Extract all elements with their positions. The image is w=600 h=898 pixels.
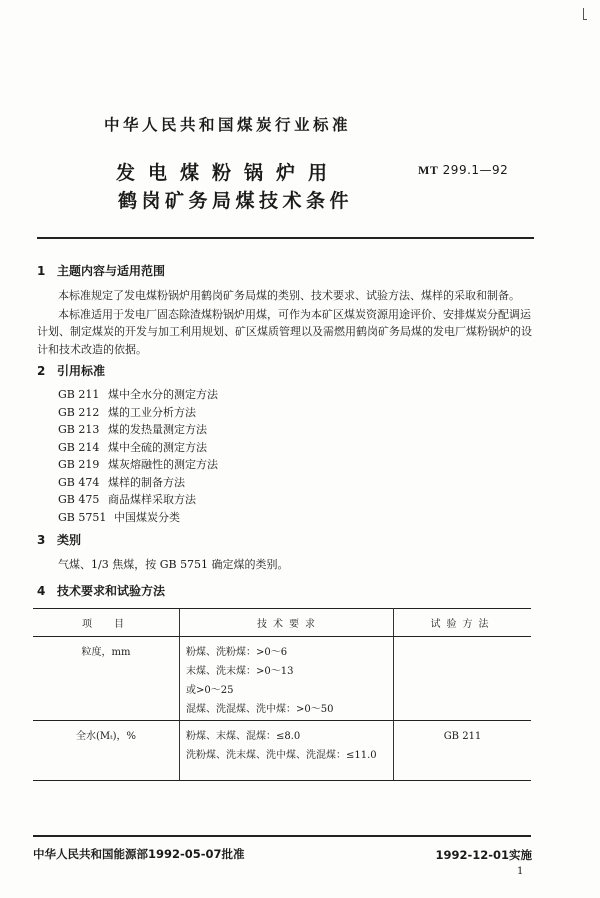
reference-title: 商品煤样采取方法 bbox=[108, 493, 196, 506]
reference-title: 煤中全水分的测定方法 bbox=[108, 388, 218, 401]
section-4-heading bbox=[37, 582, 165, 599]
cell-method bbox=[394, 637, 532, 721]
section-1-paragraph-2: 本标准适用于发电厂固态除渣煤粉锅炉用煤，可作为本矿区煤炭资源用途评价、安排煤炭分配调运 bbox=[58, 308, 531, 321]
requirement-line: 混煤、洗混煤、洗中煤：>0～50 bbox=[186, 704, 334, 715]
reference-item bbox=[58, 421, 218, 439]
reference-item bbox=[58, 386, 218, 404]
cell-method: GB 211 bbox=[394, 721, 532, 781]
requirement-line: 末煤、洗末煤：>0～13 bbox=[186, 666, 294, 677]
industry-standard-label: 中华人民共和国煤炭行业标准 bbox=[104, 116, 352, 134]
column-header-item: 项 目 bbox=[33, 609, 180, 637]
requirement-line: 洗粉煤、洗末煤、洗中煤、洗混煤：≤11.0 bbox=[186, 750, 377, 761]
section-1-heading bbox=[37, 262, 165, 279]
reference-item bbox=[58, 474, 218, 492]
reference-title: 中国煤炭分类 bbox=[114, 510, 180, 524]
standard-number bbox=[418, 163, 508, 178]
reference-code: GB 212 bbox=[58, 405, 100, 419]
document-title-line1: 发电煤粉锅炉用 bbox=[116, 162, 341, 184]
section-number: 2 bbox=[37, 364, 46, 378]
reference-code: GB 219 bbox=[58, 458, 100, 471]
section-title: 主题内容与适用范围 bbox=[57, 264, 166, 278]
section-1-paragraph-2-end: 计和技术改造的依据。 bbox=[37, 343, 147, 356]
cell-item: 粒度，mm bbox=[33, 637, 180, 721]
section-title: 引用标准 bbox=[57, 364, 106, 378]
reference-item bbox=[58, 491, 218, 509]
section-1-paragraph-1: 本标准规定了发电煤粉锅炉用鹤岗矿务局煤的类别、技术要求、试验方法、煤样的采取和制备。 bbox=[58, 289, 520, 302]
standard-prefix: MT bbox=[418, 163, 439, 177]
column-header-requirements: 技术要求 bbox=[180, 609, 394, 637]
section-2-heading bbox=[37, 362, 105, 379]
section-number: 1 bbox=[37, 264, 46, 278]
reference-code: GB 213 bbox=[58, 423, 100, 436]
reference-item bbox=[58, 439, 218, 457]
reference-code: GB 211 bbox=[58, 388, 100, 401]
standard-code: 299.1—92 bbox=[442, 163, 509, 177]
cell-item: 全水(Mₜ)，% bbox=[33, 721, 180, 781]
technical-requirements-table bbox=[33, 608, 531, 781]
reference-title: 煤中全硫的测定方法 bbox=[108, 440, 207, 454]
section-number: 3 bbox=[37, 533, 46, 547]
reference-title: 煤的工业分析方法 bbox=[108, 405, 196, 419]
section-3-heading bbox=[37, 531, 81, 548]
reference-item bbox=[58, 404, 218, 422]
scan-mark bbox=[583, 19, 587, 20]
section-number: 4 bbox=[37, 584, 46, 598]
approval-text: 中华人民共和国能源部1992-05-07批准 bbox=[33, 847, 245, 861]
reference-item bbox=[58, 509, 218, 527]
requirement-line: 粉煤、洗粉煤：>0～6 bbox=[186, 647, 288, 658]
cell-requirements bbox=[180, 637, 394, 721]
reference-code: GB 5751 bbox=[58, 510, 107, 524]
table-header-row bbox=[33, 609, 531, 637]
document-title-line2: 鹤岗矿务局煤技术条件 bbox=[118, 190, 354, 212]
header-divider bbox=[37, 237, 534, 239]
requirement-line: 或>0～25 bbox=[186, 685, 234, 696]
cell-requirements bbox=[180, 721, 394, 781]
table-row bbox=[33, 637, 531, 721]
reference-title: 煤灰熔融性的测定方法 bbox=[108, 458, 218, 471]
footer-divider bbox=[33, 835, 531, 837]
section-1-paragraph-2-cont: 计划、制定煤炭的开发与加工利用规划、矿区煤质管理以及需燃用鹤岗矿务局煤的发电厂煤粉锅炉的设 bbox=[37, 325, 532, 338]
reference-code: GB 475 bbox=[58, 493, 100, 506]
reference-code: GB 214 bbox=[58, 440, 100, 454]
reference-title: 煤的发热量测定方法 bbox=[108, 423, 207, 436]
section-title: 类别 bbox=[57, 533, 82, 547]
reference-item bbox=[58, 456, 218, 474]
reference-title: 煤样的制备方法 bbox=[108, 475, 185, 489]
requirement-line: 粉煤、末煤、混煤：≤8.0 bbox=[186, 731, 301, 742]
table-row bbox=[33, 721, 531, 781]
reference-list bbox=[58, 386, 218, 526]
section-title: 技术要求和试验方法 bbox=[57, 584, 166, 598]
page-number: 1 bbox=[517, 866, 524, 877]
reference-code: GB 474 bbox=[58, 475, 100, 489]
implementation-date: 1992-12-01实施 bbox=[435, 848, 532, 862]
section-3-paragraph: 气煤、1/3 焦煤，按 GB 5751 确定煤的类别。 bbox=[58, 558, 289, 571]
column-header-test-method: 试验方法 bbox=[394, 609, 532, 637]
